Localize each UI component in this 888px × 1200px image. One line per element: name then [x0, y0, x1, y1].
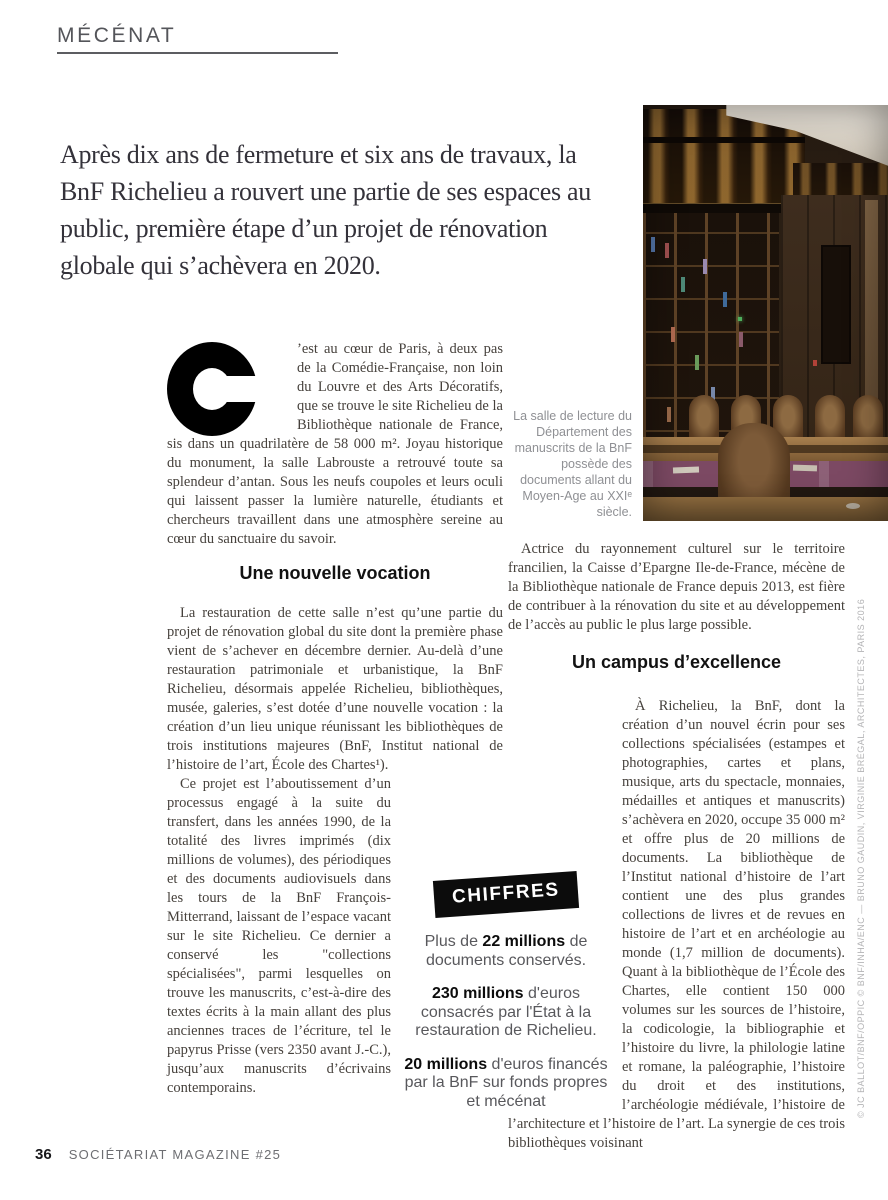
stat-etat — [396, 985, 616, 1041]
stat-bnf — [396, 1056, 616, 1112]
magazine-title: SOCIÉTARIAT MAGAZINE #25 — [68, 1147, 282, 1162]
photo-caption: La salle de lecture du Département des manuscrits de la BnF possède des documents allant du Moyen-Age au XXIᵉ siècle. — [513, 409, 632, 519]
section-kicker: MÉCÉNAT — [57, 24, 177, 47]
intro-standfirst: Après dix ans de fermeture et six ans de travaux, la BnF Richelieu a rouvert une partie de ses espaces au public, première étape d’un projet de rénovation globale qui s’achèvera en 2020. — [60, 140, 591, 280]
chiffres-stats — [396, 933, 616, 1111]
paragraph-projet-text: Ce projet est l’aboutissement d’un processus engagé à la suite du transfert, dans les années 1990, de la totalité des livres imprimés (dix millions de volumes), des périodiques et des documents audiovisuels dans les tours de la BnF François-Mitterrand, laissant de l’espace vacant sur le site Richelieu. Ce dernier a conservé les "collections spécialisées", parmi lesquelles on trouve les manuscrits, c’est-à-dire des textes écrits à la main allant des plus anciennes traces de l’écriture, tel le papyrus Prisse (vers 2350 avant J.-C.), jusqu’aux manuscrits d’écrivains contemporains. — [167, 776, 391, 1096]
paragraph-opening-text: ’est au cœur de Paris, à deux pas de la Comédie-Française, non loin du Louvre et des Arts Décoratifs, que se trouve le site Richelieu de la Bibliothèque nationale de France, sis dans un quadrilatère de 58 000 m². Joyau historique du monument, la salle Labrouste a retrouvé toute sa splendeur d’antan. Sous les neufs coupoles et leurs oculi qui laissent passer la lumière naturelle, étudiants et chercheurs travaillent dans une atmosphère sereine au cœur du sanctuaire du savoir. — [167, 341, 503, 547]
page-footer — [35, 1146, 281, 1163]
photo-credit: © JC BALLOT/BNF/OPPIC © BNF/INHA/ENC — BRUNO GAUDIN, VIRGINIE BRÉGAL, ARCHITECTES, PARIS 2016 — [856, 598, 866, 1118]
paragraph-mecene: Actrice du rayonnement culturel sur le territoire francilien, la Caisse d’Epargne Ile-de-France, mécène de la Bibliothèque nationale de France depuis 2013, est fière de contribuer à la rénovation du site et au développement de l’accès au public le plus large possible. — [508, 541, 845, 633]
stat-value: 22 millions — [482, 933, 566, 950]
kicker-rule — [57, 52, 338, 54]
paragraph-restauration: La restauration de cette salle n’est qu’une partie du projet de rénovation global du site dont la première phase vient de s’achever en décembre dernier. Au-delà d’une restauration patrimoniale et urbanistique, la BnF Richelieu, désormais appelée Richelieu, bibliothèques, musée, galeries, s’est dotée d’une nouvelle vocation : la création d’un lieu unique réunissant les bibliothèques de trois institutions majeures (BnF, Institut national de l’histoire de l’art, École des Chartes¹). — [167, 605, 503, 773]
subheading-campus-excellence: Un campus d’excellence — [571, 652, 782, 672]
drop-cap-notch — [225, 376, 259, 402]
stat-documents — [396, 933, 616, 970]
paragraph-opening — [167, 340, 503, 549]
stat-value: 230 millions — [431, 985, 524, 1002]
stat-suffix: d'euros financés par la BnF sur fonds propres et mécénat — [404, 1055, 608, 1110]
stat-value: 20 millions — [404, 1055, 488, 1073]
stat-suffix: d'euros consacrés par l'État à la restauration de Richelieu. — [415, 985, 597, 1039]
stat-prefix: Plus de — [424, 933, 483, 950]
page-number: 36 — [35, 1146, 52, 1163]
photo-vignette — [643, 105, 888, 521]
stat-suffix: de documents conservés. — [425, 933, 588, 969]
drop-cap-c — [167, 340, 297, 434]
paragraph-richelieu-text: À Richelieu, la BnF, dont la création d’un nouvel écrin pour ses collections spécialisées (estampes et photographies, cartes et plans, musique, arts du spectacle, monnaies, médailles et antiques et manuscrits) s’achèvera en 2020, occupe 35 000 m² et offre plus de 20 millions de documents. La bibliothèque de l’Institut national d’histoire de l’art contient une des plus grandes collections de livres et de revues en histoire de l’art et en archéologie au monde (1,7 million de documents). Quant à la bibliothèque de l’École des Chartes, elle contient 150 000 volumes sur les sources de l’histoire, la codicologie, la bibliographie et l’histoire du livre, la philologie latine et romane, la paléographie, l’histoire du droit et des institutions, l’archéologie médiévale, l’histoire de l’architecture et l’histoire de l’art. La synergie de ces trois bibliothèques voisinant — [508, 698, 845, 1151]
chiffres-box — [396, 876, 616, 1126]
library-photo — [643, 105, 888, 521]
chiffres-banner: CHIFFRES — [433, 871, 579, 918]
subheading-nouvelle-vocation: Une nouvelle vocation — [239, 563, 431, 583]
